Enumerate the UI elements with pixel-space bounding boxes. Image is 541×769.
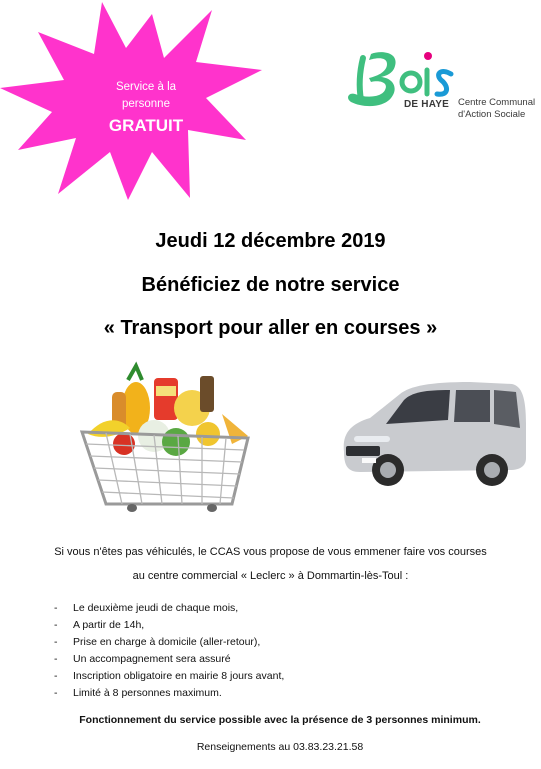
badge-line-1: Service à la — [115, 81, 177, 93]
list-item-text: Limité à 8 personnes maximum. — [73, 687, 222, 699]
logo-org-line-2: d'Action Sociale — [458, 109, 526, 120]
list-marker: - — [54, 619, 58, 631]
list-item-text: Le deuxième jeudi de chaque mois, — [73, 602, 239, 614]
minimum-participants-notice: Fonctionnement du service possible avec la présence de 3 personnes minimum. — [79, 714, 481, 726]
badge-text — [0, 0, 262, 205]
intro-heading: Bénéficiez de notre service — [141, 274, 400, 296]
intro-paragraph-line-2: au centre commercial « Leclerc » à Dommartin-lès-Toul : — [132, 570, 409, 582]
list-item-text: Prise en charge à domicile (aller-retour), — [73, 636, 261, 648]
list-marker: - — [54, 687, 58, 699]
list-marker: - — [54, 636, 58, 648]
shopping-basket-image — [72, 358, 257, 518]
list-item — [54, 634, 284, 651]
service-name-heading: « Transport pour aller en courses » — [103, 317, 438, 339]
logo-org-line-1: Centre Communal — [458, 97, 536, 108]
logo-subtitle: DE HAYE — [404, 99, 449, 110]
bois-de-haye-logo — [341, 44, 459, 126]
contact-phone-line: Renseignements au 03.83.23.21.58 — [196, 741, 364, 753]
list-item-text: Inscription obligatoire en mairie 8 jours avant, — [73, 670, 285, 682]
list-item — [54, 685, 284, 702]
logo-organization — [458, 97, 541, 121]
list-item — [54, 617, 284, 634]
list-marker: - — [54, 670, 58, 682]
minivan-image — [330, 374, 528, 494]
list-item-text: A partir de 14h, — [73, 619, 145, 631]
list-item — [54, 600, 284, 617]
list-item — [54, 651, 284, 668]
badge-line-2: personne — [122, 98, 170, 110]
list-item-text: Un accompagnement sera assuré — [73, 653, 231, 665]
event-date-heading: Jeudi 12 décembre 2019 — [155, 230, 386, 252]
intro-paragraph-line-1: Si vous n'êtes pas véhiculés, le CCAS vous propose de vous emmener faire vos courses — [54, 546, 487, 558]
list-marker: - — [54, 602, 58, 614]
list-item — [54, 668, 284, 685]
badge-free-label: GRATUIT — [108, 116, 184, 135]
list-marker: - — [54, 653, 58, 665]
service-details-list — [54, 600, 284, 702]
